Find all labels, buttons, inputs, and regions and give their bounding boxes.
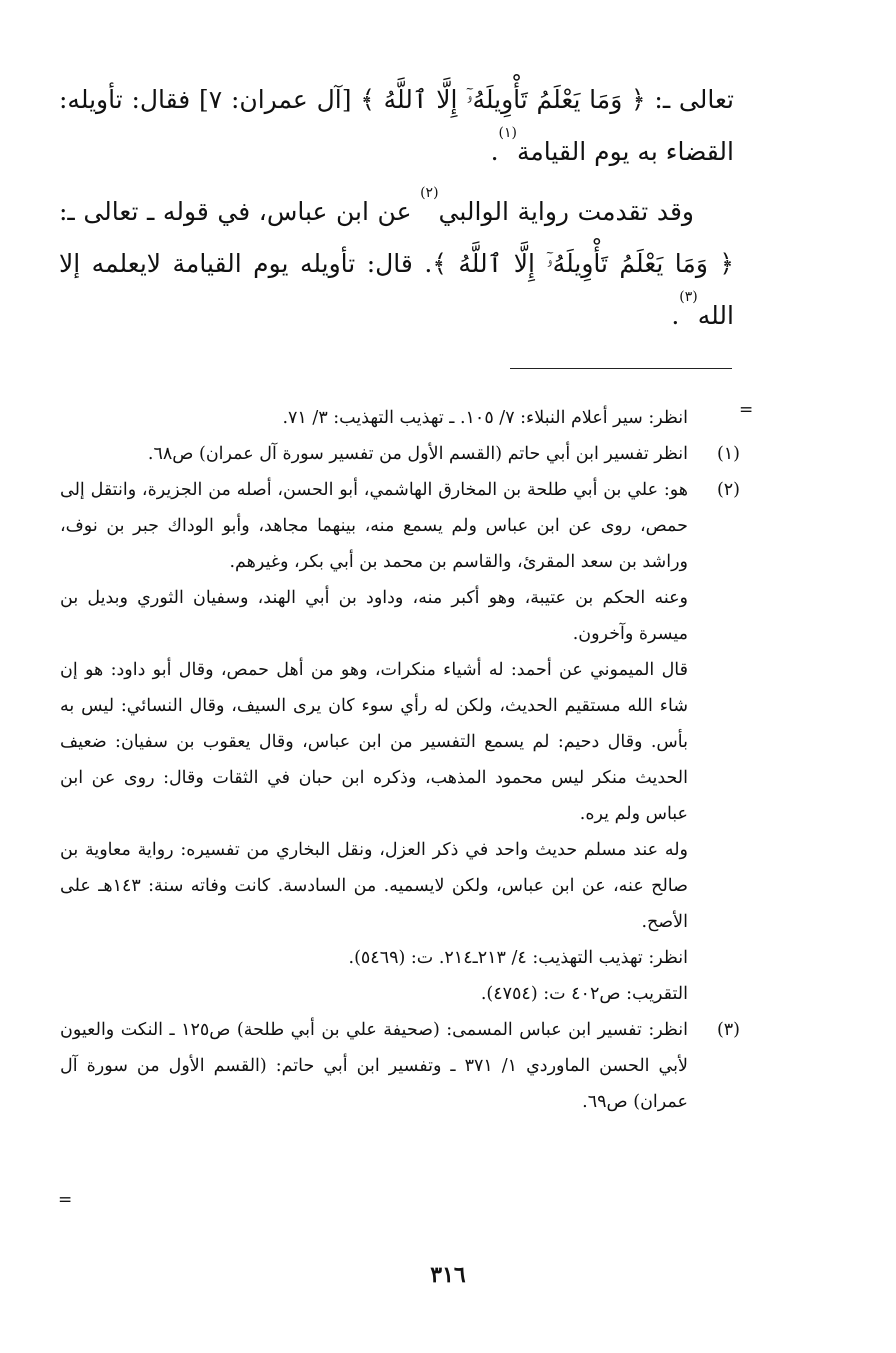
footnote-3: (٣) انظر: تفسير ابن عباس المسمى: (صحيفة علي بن أبي طلحة) ص١٢٥ ـ النكت والعيون لأبي الحسن الماوردي ١/ ٣٧١ ـ وتفسير ابن أبي حاتم: (القسم الأول من سورة آل عمران) ص٦٩.: [60, 1012, 740, 1120]
footnote-continuation: انظر: سير أعلام النبلاء: ٧/ ١٠٥. ـ تهذيب التهذيب: ٣/ ٧١.: [282, 408, 688, 428]
footnote-1: (١) انظر تفسير ابن أبي حاتم (القسم الأول من تفسير سورة آل عمران) ص٦٨.: [60, 436, 740, 472]
footnote-separator: [510, 368, 732, 369]
footnote-ref-1[interactable]: (١): [498, 125, 518, 141]
page-number: ٣١٦: [430, 1262, 466, 1288]
footnote-2: (٢) هو: علي بن أبي طلحة بن المخارق الهاشمي، أبو الحسن، أصله من الجزيرة، وانتقل إلى حمص، روى عن ابن عباس ولم يسمع منه، بينهما مجاهد، وأبو الوداك جبر بن نوف، وراشد بن سعد المقرئ، والقاسم بن محمد بن أبي بكر، وغيرهم. وعنه الحكم بن عتيبة، وهو أكبر منه، وداود بن أبي الهند، وسفيان الثوري وبديل بن ميسرة وآخرون. قال الميموني عن أحمد: له أشياء منكرات، وهو من أهل حمص، وقال أبو داود: هو إن شاء الله مستقيم الحديث، ولكن له رأي سوء كان يرى السيف، وقال النسائي: ليس به بأس. وقال دحيم: لم يسمع التفسير من ابن عباس، وقال يعقوب بن سفيان: ضعيف الحديث منكر ليس محمود المذهب، وذكره ابن حبان في الثقات وقال: روى عن ابن عباس ولم يره. وله عند مسلم حديث واحد في ذكر العزل، ونقل البخاري من تفسيره: رواية معاوية بن صالح عنه، عن ابن عباس، ولكن لايسميه. من السادسة. كانت وفاته سنة: ١٤٣هـ على الأصح. انظر: تهذيب التهذيب: ٤/ ٢١٣ـ٢١٤. ت: (٥٤٦٩). التقريب: ص٤٠٢ ت: (٤٧٥٤).: [60, 472, 740, 1012]
main-paragraph-2: وقد تقدمت رواية الوالبي$^{(٢)}$ عن ابن عباس، في قوله ـ تعالى ـ: ﴿ وَمَا يَعْلَمُ تَأْوِيلَهُۥٓ إِلَّا ٱللَّهُ ﴾. قال: تأويله يوم القيامة لايعلمه إلا الله$^{(٣)}$.: [59, 185, 734, 330]
footnote-ref-3[interactable]: (٣): [679, 289, 698, 305]
end-continuation-mark: =: [58, 1190, 73, 1210]
paragraph-1-text: تعالى ـ: ﴿ وَمَا يَعْلَمُ تَأْوِيلَهُۥٓ إِلَّا ٱللَّهُ ﴾ [آل عمران: ٧] فقال: تأويله: القضاء به يوم القيامة: [59, 85, 734, 166]
paragraph-2-rest: عن ابن عباس، في قوله ـ تعالى ـ: ﴿ وَمَا يَعْلَمُ تَأْوِيلَهُۥٓ إِلَّا ٱللَّهُ ﴾. قال: تأويله يوم القيامة لايعلمه إلا الله: [59, 197, 734, 330]
main-paragraph-1: تعالى ـ: ﴿ وَمَا يَعْلَمُ تَأْوِيلَهُۥٓ إِلَّا ٱللَّهُ ﴾ [آل عمران: ٧] فقال: تأويله: القضاء به يوم القيامة$^{(١)}$.: [59, 85, 734, 166]
paragraph-2-text: وقد تقدمت رواية الوالبي: [438, 197, 694, 226]
footnote-number: (١): [716, 444, 740, 464]
footnote-number: (٢): [716, 480, 740, 500]
continuation-mark: =: [739, 400, 754, 420]
footnotes: [60, 400, 740, 1120]
footnote-ref-2[interactable]: (٢): [420, 185, 439, 201]
footnote-number: (٣): [716, 1020, 740, 1040]
